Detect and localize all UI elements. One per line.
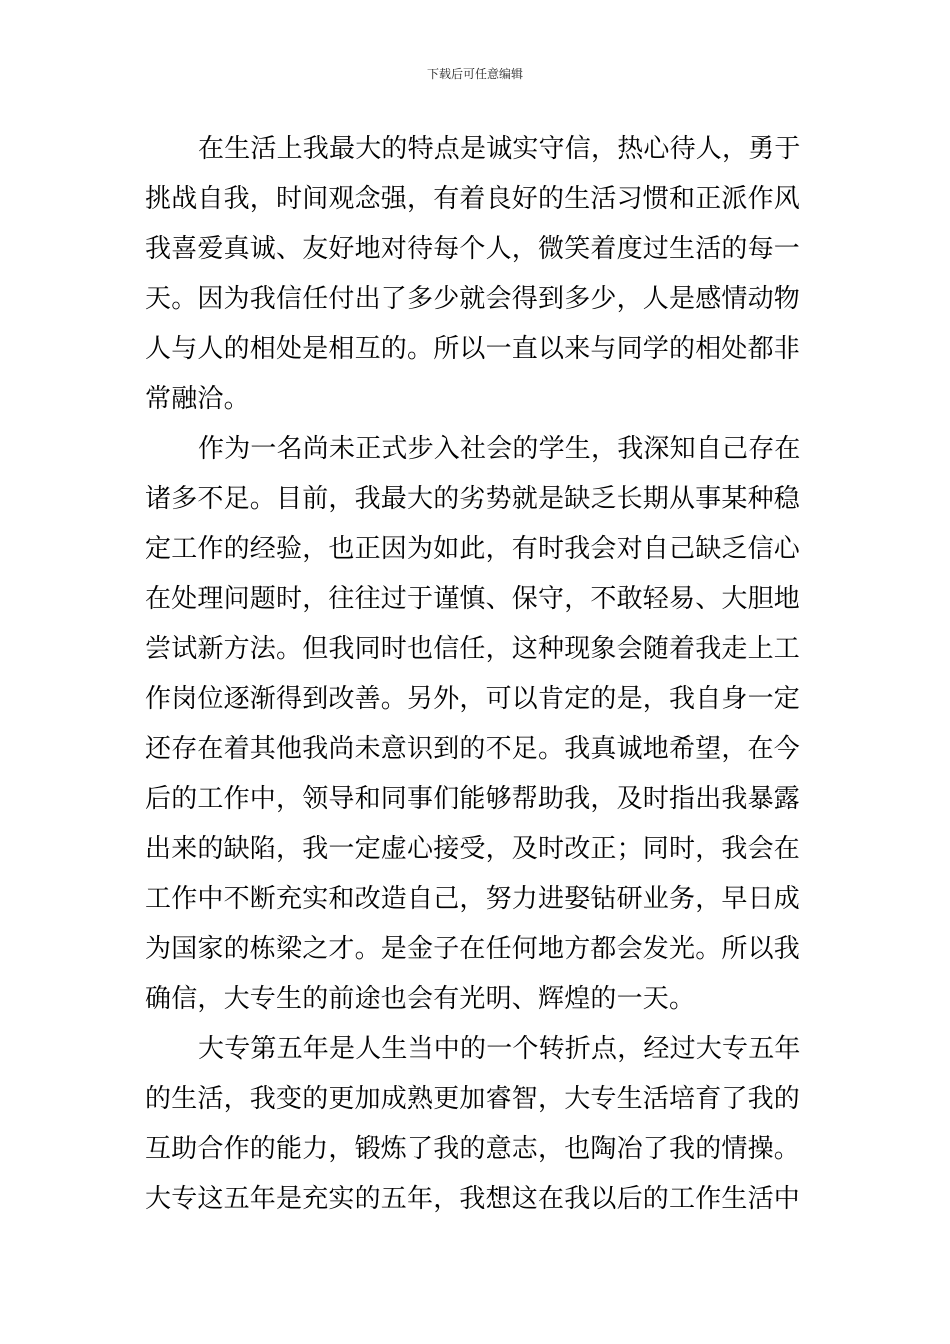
paragraph-line: 尝试新方法。但我同时也信任，这种现象会随着我走上工 — [145, 634, 801, 664]
paragraph-line: 的生活，我变的更加成熟更加睿智，大专生活培育了我的 — [145, 1084, 801, 1114]
paragraph-line: 在生活上我最大的特点是诚实守信，热心待人，勇于 — [198, 134, 801, 164]
paragraph-line: 为国家的栋梁之才。是金子在任何地方都会发光。所以我 — [145, 934, 801, 964]
paragraph-line: 大专这五年是充实的五年，我想这在我以后的工作生活中 — [145, 1184, 801, 1214]
paragraph-line: 挑战自我，时间观念强，有着良好的生活习惯和正派作风 — [145, 184, 801, 214]
paragraph-line: 天。因为我信任付出了多少就会得到多少，人是感情动物 — [145, 284, 801, 314]
paragraph-line: 人与人的相处是相互的。所以一直以来与同学的相处都非 — [145, 334, 801, 364]
paragraph-line: 作岗位逐渐得到改善。另外，可以肯定的是，我自身一定 — [145, 684, 801, 714]
paragraph-line: 确信，大专生的前途也会有光明、辉煌的一天。 — [145, 984, 696, 1014]
paragraph-line: 作为一名尚未正式步入社会的学生，我深知自己存在 — [198, 434, 801, 464]
paragraph-line: 工作中不断充实和改造自己，努力进娶钻研业务，早日成 — [145, 884, 801, 914]
paragraph-line: 常融洽。 — [145, 384, 250, 414]
page-header: 下载后可任意编辑 — [426, 67, 523, 81]
paragraph-line: 互助合作的能力，锻炼了我的意志，也陶冶了我的情操。 — [145, 1134, 801, 1164]
paragraph-line: 出来的缺陷，我一定虚心接受，及时改正；同时，我会在 — [145, 834, 801, 864]
paragraph-line: 我喜爱真诚、友好地对待每个人，微笑着度过生活的每一 — [145, 234, 801, 264]
paragraph-line: 大专第五年是人生当中的一个转折点，经过大专五年 — [198, 1034, 801, 1064]
paragraph-line: 定工作的经验，也正因为如此，有时我会对自己缺乏信心 — [145, 534, 801, 564]
document-body — [145, 124, 810, 1224]
paragraph-line: 在处理问题时，往往过于谨慎、保守，不敢轻易、大胆地 — [145, 584, 801, 614]
paragraph-line: 后的工作中，领导和同事们能够帮助我，及时指出我暴露 — [145, 784, 801, 814]
paragraph-line: 诸多不足。目前，我最大的劣势就是缺乏长期从事某种稳 — [145, 484, 801, 514]
paragraph-line: 还存在着其他我尚未意识到的不足。我真诚地希望，在今 — [145, 734, 801, 764]
